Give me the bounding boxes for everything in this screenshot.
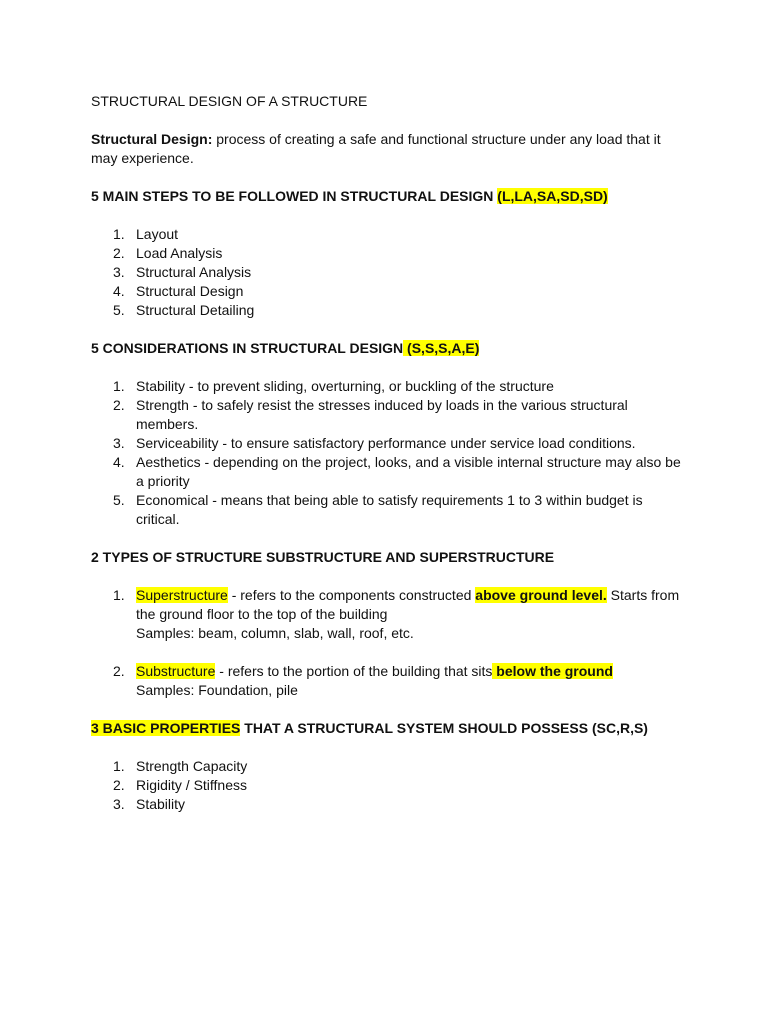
list-item-text: Strength Capacity [136,758,248,774]
definition-text: process of creating a safe and functional structure under any load that it may experience. [91,131,661,166]
heading-text: 5 CONSIDERATIONS IN STRUCTURAL DESIGN [91,340,404,356]
list-item: 1. Superstructure - refers to the components constructed above ground level. Starts from the ground floor to the top of the building Samples: beam, column, slab, wall, roof, etc. [113,587,680,641]
samples-text: Samples: Foundation, pile [136,682,298,698]
document-title: STRUCTURAL DESIGN OF A STRUCTURE [91,93,368,109]
list-item: 1. Strength Capacity [113,758,248,774]
list-item: 2. Load Analysis [113,245,223,261]
definition-term: Structural Design: [91,131,213,147]
properties-list [91,757,681,814]
list-item-text: Load Analysis [136,245,223,261]
list-item-text: Structural Detailing [136,302,255,318]
heading-highlight: 3 BASIC PROPERTIES [91,720,241,736]
list-item: 4. Structural Design [113,283,244,299]
list-item-text: Starts from the ground floor to the top of the building [136,587,680,622]
list-item-text: - refers to the portion of the building that sits [215,663,493,679]
list-item-text: Stability - to prevent sliding, overturning, or buckling of the structure [136,378,554,394]
list-item-text: Layout [136,226,179,242]
list-item: 2. Strength - to safely resist the stresses induced by loads in the various structural members. [113,397,628,432]
list-item: 3. Serviceability - to ensure satisfactory performance under service load conditions. [113,435,636,451]
list-item-text: Aesthetics - depending on the project, looks, and a visible internal structure may also be a priority [136,454,681,489]
substructure-term: Substructure [136,663,216,679]
heading-highlight: (S,S,S,A,E) [403,340,480,356]
list-spacer [91,643,681,662]
heading-text: THAT A STRUCTURAL SYSTEM SHOULD POSSESS (SC,R,S) [240,720,648,736]
substructure-emphasis: below the ground [492,663,613,679]
list-item-text: Stability [136,796,186,812]
superstructure-term: Superstructure [136,587,228,603]
list-item-text: Serviceability - to ensure satisfactory performance under service load conditions. [136,435,636,451]
list-item: 5. Economical - means that being able to satisfy requirements 1 to 3 within budget is critical. [113,492,643,527]
document-page [91,92,681,833]
list-item: 2. Substructure - refers to the portion of the building that sits below the ground Samples: Foundation, pile [113,663,613,698]
section-heading-main-steps [91,187,681,206]
heading-text: 5 MAIN STEPS TO BE FOLLOWED IN STRUCTURAL DESIGN [91,188,498,204]
list-item-text: - refers to the components constructed [227,587,476,603]
main-steps-list [91,225,681,320]
list-item: 1. Layout [113,226,179,242]
list-item: 3. Structural Analysis [113,264,252,280]
list-item-text: Structural Analysis [136,264,252,280]
list-item: 5. Structural Detailing [113,302,255,318]
section-heading-structure-types: 2 TYPES OF STRUCTURE SUBSTRUCTURE AND SUPERSTRUCTURE [91,549,555,565]
list-item-text: Rigidity / Stiffness [136,777,248,793]
list-item: 3. Stability [113,796,186,812]
list-item: 4. Aesthetics - depending on the project, looks, and a visible internal structure may also be a priority [113,454,681,489]
section-heading-considerations [91,339,681,358]
samples-text: Samples: beam, column, slab, wall, roof, etc. [136,625,414,641]
definition-paragraph [91,130,681,168]
list-item-text: Structural Design [136,283,244,299]
section-heading-properties [91,719,681,738]
list-item: 1. Stability - to prevent sliding, overturning, or buckling of the structure [113,378,554,394]
list-item: 2. Rigidity / Stiffness [113,777,248,793]
structure-types-list [91,586,681,700]
list-item-text: Strength - to safely resist the stresses induced by loads in the various structural members. [136,397,628,432]
superstructure-emphasis: above ground level. [475,587,607,603]
heading-highlight: (L,LA,SA,SD,SD) [497,188,608,204]
considerations-list [91,377,681,529]
list-item-text: Economical - means that being able to satisfy requirements 1 to 3 within budget is critical. [136,492,643,527]
